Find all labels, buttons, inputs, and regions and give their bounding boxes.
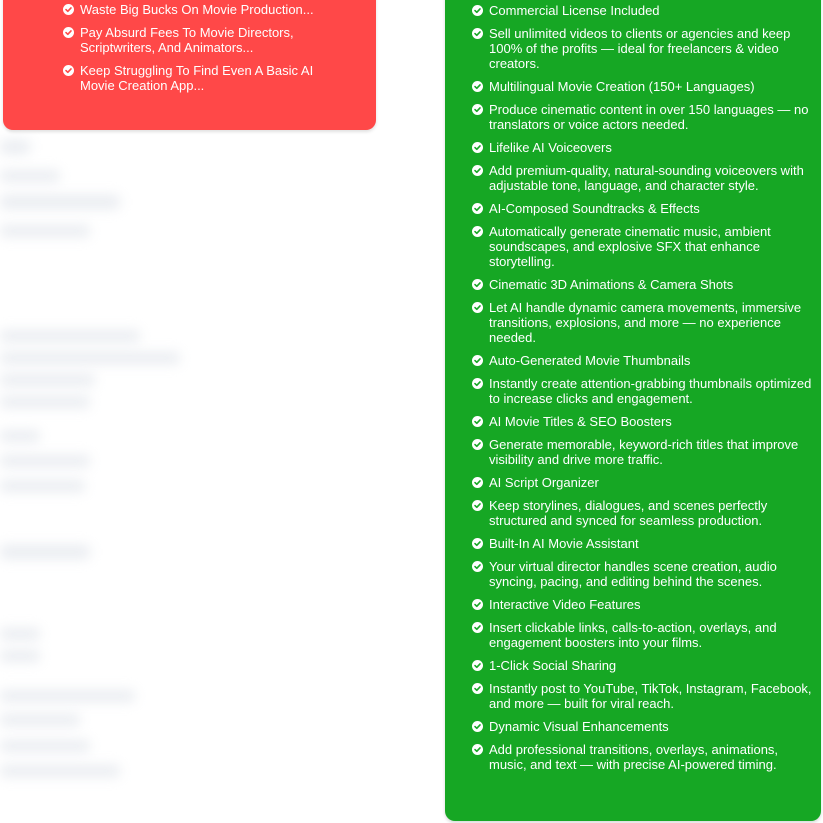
blurred-background-text (0, 628, 40, 640)
blurred-background-text (0, 740, 90, 752)
blurred-background-text (0, 430, 40, 442)
feature-description: Instantly create attention-grabbing thumbnails optimized to increase clicks and engagement. (489, 376, 812, 406)
list-item-text: Keep Struggling To Find Even A Basic AI Movie Creation App... (80, 63, 314, 93)
list-item-text: Waste Big Bucks On Movie Production... (80, 2, 314, 17)
feature-description-item (472, 681, 812, 711)
feature-description-item (472, 102, 812, 132)
check-icon (472, 142, 483, 153)
feature-description-item (472, 300, 812, 345)
feature-title-item (472, 277, 812, 292)
check-icon (472, 660, 483, 671)
check-icon (472, 416, 483, 427)
check-icon (472, 622, 483, 633)
feature-title: Commercial License Included (489, 3, 660, 18)
check-icon (472, 203, 483, 214)
feature-description: Insert clickable links, calls-to-action, overlays, and engagement boosters into your films. (489, 620, 777, 650)
check-icon (472, 355, 483, 366)
feature-description: Produce cinematic content in over 150 languages — no translators or voice actors needed. (489, 102, 809, 132)
list-item (61, 25, 351, 55)
feature-description-item (472, 163, 812, 193)
blurred-background-text (0, 714, 80, 726)
feature-title: AI-Composed Soundtracks & Effects (489, 201, 700, 216)
blurred-background-text (0, 330, 140, 342)
check-icon (472, 81, 483, 92)
feature-description-item (472, 437, 812, 467)
check-icon (472, 226, 483, 237)
feature-title-item (472, 140, 812, 155)
check-icon (472, 599, 483, 610)
feature-description: Generate memorable, keyword-rich titles that improve visibility and drive more traffic. (489, 437, 799, 467)
feature-description: Automatically generate cinematic music, ambient soundscapes, and explosive SFX that enhance storytelling. (489, 224, 771, 269)
check-icon (472, 5, 483, 16)
feature-description-item (472, 376, 812, 406)
feature-description: Sell unlimited videos to clients or agencies and keep 100% of the profits — ideal for freelancers & video creators. (489, 26, 791, 71)
blurred-background-text (0, 480, 85, 492)
check-icon (472, 104, 483, 115)
feature-description: Instantly post to YouTube, TikTok, Instagram, Facebook, and more — built for viral reach. (489, 681, 812, 711)
blurred-background-text (0, 765, 120, 777)
blurred-background-text (0, 690, 135, 702)
feature-description-item (472, 559, 812, 589)
blurred-background-text (0, 170, 60, 182)
feature-title-item (472, 719, 812, 734)
with-card (445, 0, 821, 821)
feature-title: Interactive Video Features (489, 597, 641, 612)
check-icon (472, 302, 483, 313)
feature-title: Multilingual Movie Creation (150+ Languages) (489, 79, 755, 94)
check-icon (472, 721, 483, 732)
blurred-background-text (0, 455, 90, 467)
feature-title-item (472, 79, 812, 94)
feature-description: Let AI handle dynamic camera movements, immersive transitions, explosions, and more — no experience needed. (489, 300, 802, 345)
check-icon (472, 561, 483, 572)
check-icon (63, 27, 74, 38)
check-icon (472, 378, 483, 389)
feature-description: Keep storylines, dialogues, and scenes perfectly structured and synced for seamless production. (489, 498, 768, 528)
blurred-background-text (0, 225, 90, 237)
list-item-text: Pay Absurd Fees To Movie Directors, Scriptwriters, And Animators... (80, 25, 294, 55)
feature-title: Built-In AI Movie Assistant (489, 536, 639, 551)
without-list (61, 2, 351, 101)
feature-title: Dynamic Visual Enhancements (489, 719, 669, 734)
feature-title-item (472, 201, 812, 216)
check-icon (472, 538, 483, 549)
without-card (3, 0, 376, 130)
feature-description-item (472, 26, 812, 71)
feature-description: Your virtual director handles scene creation, audio syncing, pacing, and editing behind the scenes. (489, 559, 777, 589)
check-icon (472, 165, 483, 176)
check-icon (472, 439, 483, 450)
blurred-background-text (0, 352, 180, 364)
feature-title-item (472, 475, 812, 490)
check-icon (472, 477, 483, 488)
feature-title: Lifelike AI Voiceovers (489, 140, 612, 155)
feature-title-item (472, 597, 812, 612)
feature-title: Cinematic 3D Animations & Camera Shots (489, 277, 734, 292)
feature-description-item (472, 742, 812, 772)
feature-title: AI Movie Titles & SEO Boosters (489, 414, 672, 429)
list-item (61, 63, 351, 93)
feature-title-item (472, 3, 812, 18)
check-icon (63, 65, 74, 76)
blurred-background-text (0, 195, 120, 209)
feature-title-item (472, 414, 812, 429)
check-icon (472, 28, 483, 39)
check-icon (472, 744, 483, 755)
feature-title-item (472, 658, 812, 673)
feature-title: AI Script Organizer (489, 475, 599, 490)
blurred-background-text (0, 396, 90, 408)
check-icon (472, 683, 483, 694)
blurred-background-text (0, 545, 90, 559)
feature-description: Add professional transitions, overlays, animations, music, and text — with precise AI-powered timing. (489, 742, 779, 772)
feature-title-item (472, 353, 812, 368)
feature-description: Add premium-quality, natural-sounding voiceovers with adjustable tone, language, and character style. (489, 163, 804, 193)
check-icon (472, 279, 483, 290)
feature-title: 1-Click Social Sharing (489, 658, 617, 673)
blurred-background-text (0, 650, 40, 662)
blurred-background-text (0, 374, 95, 386)
check-icon (63, 4, 74, 15)
feature-title-item (472, 536, 812, 551)
with-list (472, 3, 812, 780)
blurred-background-text (0, 140, 30, 154)
feature-description-item (472, 620, 812, 650)
list-item (61, 2, 351, 17)
check-icon (472, 500, 483, 511)
feature-title: Auto-Generated Movie Thumbnails (489, 353, 691, 368)
feature-description-item (472, 498, 812, 528)
feature-description-item (472, 224, 812, 269)
